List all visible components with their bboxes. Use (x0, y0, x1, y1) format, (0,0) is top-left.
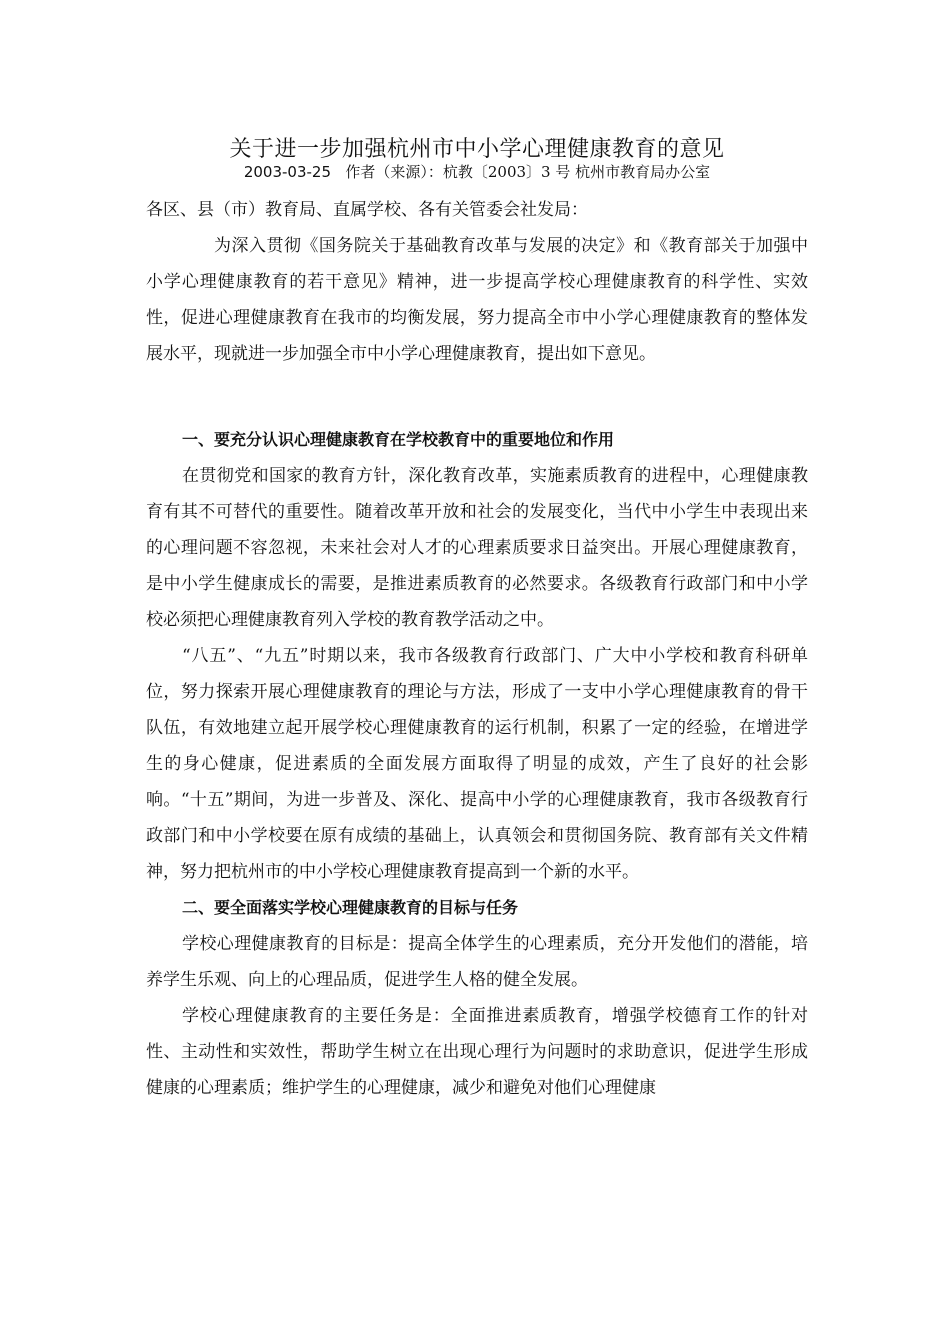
section-2-paragraph-2: 学校心理健康教育的主要任务是：全面推进素质教育，增强学校德育工作的针对性、主动性和实效性，帮助学生树立在出现心理行为问题时的求助意识，促进学生形成健康的心理素质；维护学生的心理健康，减少和避免对他们心理健康 (146, 1006, 808, 1098)
section-1-heading: 一、要充分认识心理健康教育在学校教育中的重要地位和作用 (182, 430, 615, 449)
document-content (146, 228, 808, 1106)
document-meta (146, 160, 808, 184)
document-title: 关于进一步加强杭州市中小学心理健康教育的意见 (229, 136, 725, 162)
intro-paragraph: 为深入贯彻《国务院关于基础教育改革与发展的决定》和《教育部关于加强中小学心理健康教育的若干意见》精神，进一步提高学校心理健康教育的科学性、实效性，促进心理健康教育在我市的均衡发展，努力提高全市中小学心理健康教育的整体发展水平，现就进一步加强全市中小学心理健康教育，提出如下意见。 (146, 236, 808, 364)
section-2-heading: 二、要全面落实学校心理健康教育的目标与任务 (182, 898, 519, 917)
publish-date: 2003-03-25 (243, 163, 332, 181)
section-2-paragraph-1: 学校心理健康教育的目标是：提高全体学生的心理素质，充分开发他们的潜能，培养学生乐观、向上的心理品质，促进学生人格的健全发展。 (146, 934, 808, 990)
section-1-paragraph-1: 在贯彻党和国家的教育方针，深化教育改革，实施素质教育的进程中，心理健康教育有其不可替代的重要性。随着改革开放和社会的发展变化，当代中小学生中表现出来的心理问题不容忽视，未来社会对人才的心理素质要求日益突出。开展心理健康教育，是中小学生健康成长的需要，是推进素质教育的必然要求。各级教育行政部门和中小学校必须把心理健康教育列入学校的教育教学活动之中。 (146, 466, 808, 630)
source-info: 作者（来源）：杭教〔2003〕3 号 杭州市教育局办公室 (345, 163, 711, 181)
salutation: 各区、县（市）教育局、直属学校、各有关管委会社发局： (146, 200, 588, 220)
meta-spacer (336, 163, 341, 181)
section-gap (146, 372, 808, 422)
section-1-paragraph-2: “八五”、“九五”时期以来，我市各级教育行政部门、广大中小学校和教育科研单位，努力探索开展心理健康教育的理论与方法，形成了一支中小学心理健康教育的骨干队伍，有效地建立起开展学校心理健康教育的运行机制，积累了一定的经验，在增进学生的身心健康，促进素质的全面发展方面取得了明显的成效，产生了良好的社会影响。“十五”期间，为进一步普及、深化、提高中小学的心理健康教育，我市各级教育行政部门和中小学校要在原有成绩的基础上，认真领会和贯彻国务院、教育部有关文件精神，努力把杭州市的中小学校心理健康教育提高到一个新的水平。 (146, 646, 808, 882)
